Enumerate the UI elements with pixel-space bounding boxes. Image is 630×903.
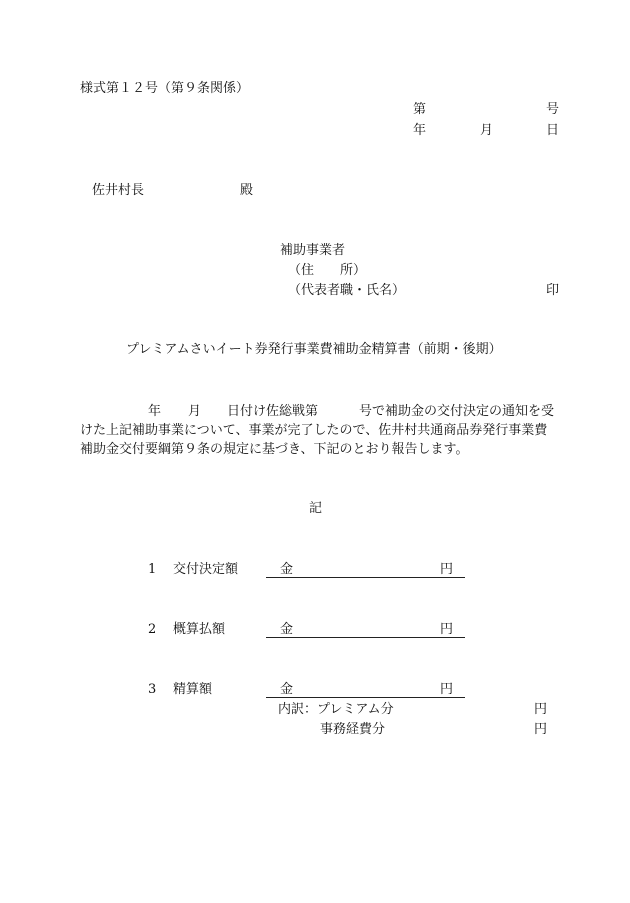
date-year: 年 xyxy=(413,123,427,138)
breakdown-expense-label: 事務経費分 xyxy=(320,722,386,737)
body-year: 年 xyxy=(148,404,162,419)
item-label: 概算払額 xyxy=(173,622,226,637)
breakdown-premium-unit: 円 xyxy=(534,702,548,717)
addressee-honorific: 殿 xyxy=(240,183,254,198)
body-day-ref: 日付け佐総戦第 xyxy=(227,404,319,419)
body-line-2: けた上記補助事業について、事業が完了したので、佐井村共通商品券発行事業費 xyxy=(80,423,548,438)
item-number: 3 xyxy=(148,682,157,697)
seal-mark: 印 xyxy=(546,283,560,298)
form-number: 様式第１２号（第９条関係） xyxy=(80,81,250,96)
amount-underline xyxy=(266,637,465,638)
amount-prefix: 金 xyxy=(280,622,294,637)
ki-mark: 記 xyxy=(309,501,323,516)
applicant-address-label: （住 所） xyxy=(288,263,367,278)
doc-number-suffix: 号 xyxy=(546,102,560,117)
breakdown-expense-unit: 円 xyxy=(534,722,548,737)
breakdown-premium-label: 内訳：プレミアム分 xyxy=(278,702,394,717)
date-day: 日 xyxy=(546,123,560,138)
item-number: 2 xyxy=(148,622,157,637)
document-title: プレミアムさいイート券発行事業費補助金精算書（前期・後期） xyxy=(126,342,502,357)
addressee-name: 佐井村長 xyxy=(92,183,145,198)
amount-underline xyxy=(266,577,465,578)
body-after-no: 号で補助金の交付決定の通知を受 xyxy=(359,404,555,419)
applicant-rep-label: （代表者職・氏名） xyxy=(288,283,406,298)
applicant-title: 補助事業者 xyxy=(280,243,346,258)
amount-prefix: 金 xyxy=(280,682,294,697)
body-month: 月 xyxy=(188,404,202,419)
amount-prefix: 金 xyxy=(280,562,294,577)
amount-unit: 円 xyxy=(440,682,454,697)
item-number: 1 xyxy=(148,562,157,577)
amount-underline xyxy=(266,697,465,698)
amount-unit: 円 xyxy=(440,622,454,637)
doc-number-prefix: 第 xyxy=(413,102,427,117)
item-label: 精算額 xyxy=(173,682,213,697)
body-line-3: 補助金交付要綱第９条の規定に基づき、下記のとおり報告します。 xyxy=(80,442,469,457)
amount-unit: 円 xyxy=(440,562,454,577)
date-month: 月 xyxy=(480,123,494,138)
item-label: 交付決定額 xyxy=(173,562,239,577)
